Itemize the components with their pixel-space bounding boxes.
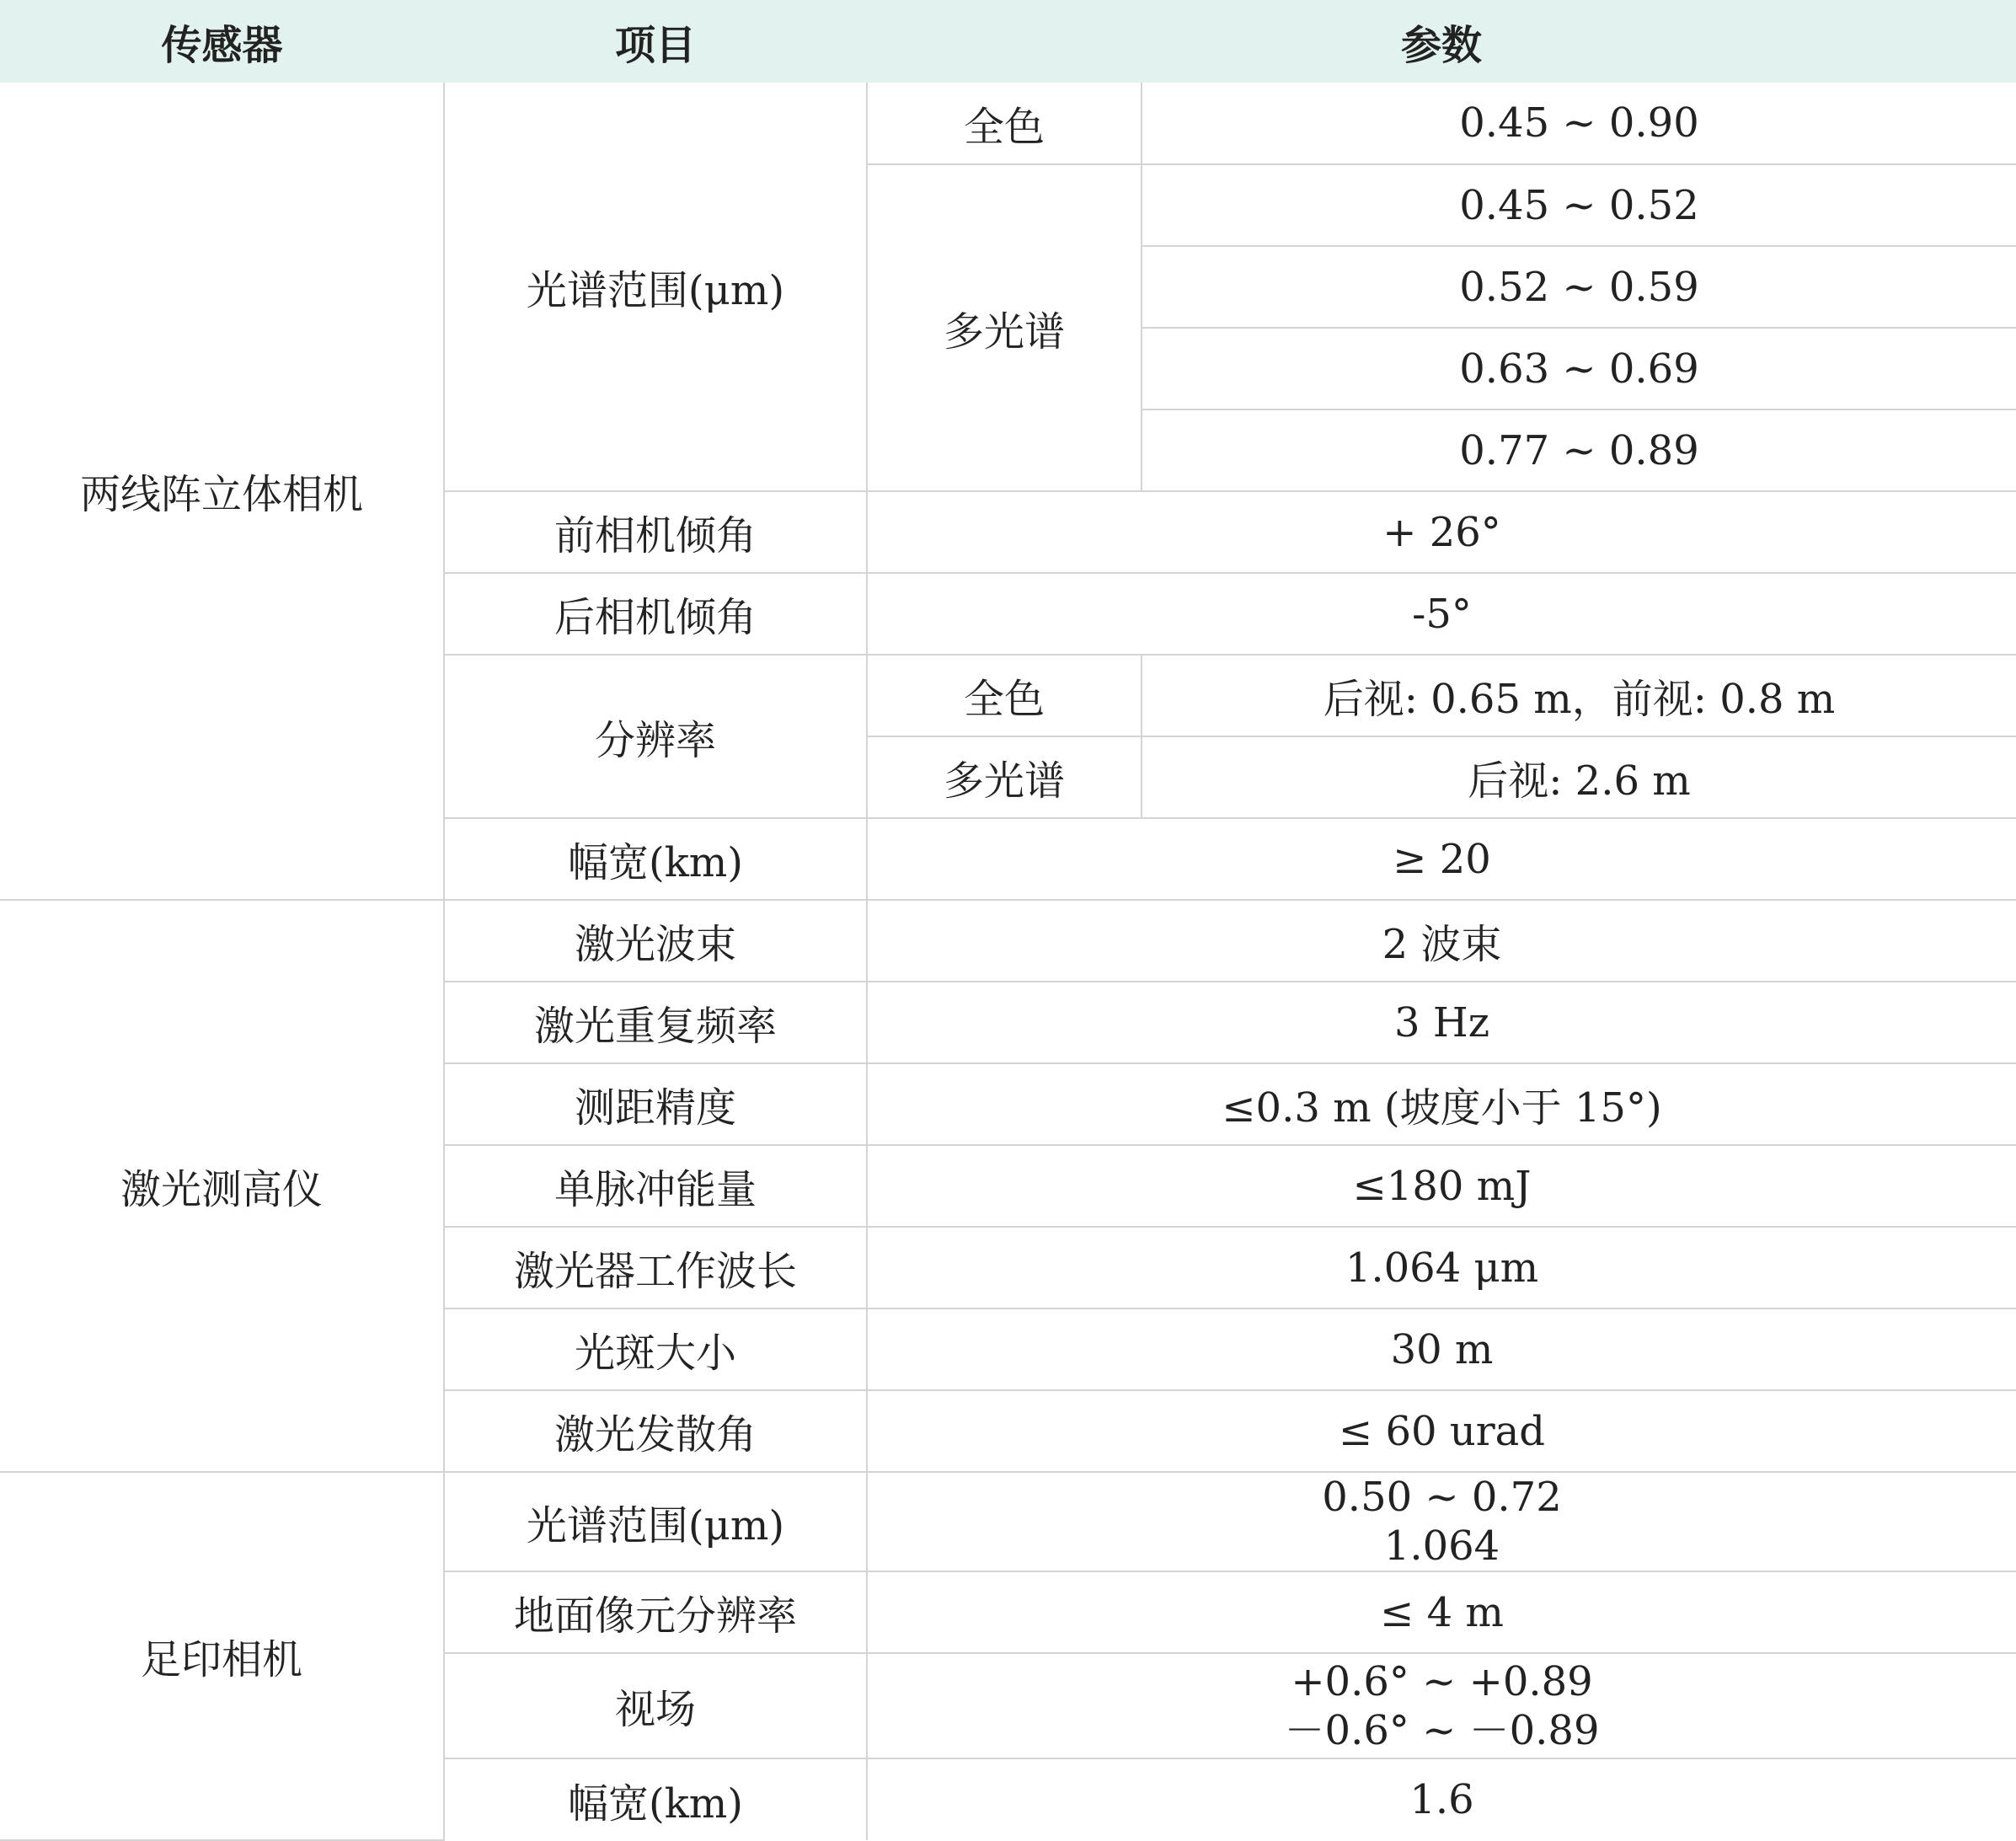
subitem-res-multispectral: 多光谱: [867, 736, 1142, 818]
value-pulse-energy: ≤180 mJ: [867, 1145, 2016, 1227]
value-line: 1.064: [1383, 1523, 1500, 1570]
header-sensor: 传感器: [0, 0, 444, 83]
value-footprint-spectral-range: [867, 1472, 2016, 1571]
table-row: [0, 83, 2016, 164]
value-pan-spectral: 0.45 ~ 0.90: [1142, 83, 2016, 164]
value-wavelength: 1.064 μm: [867, 1227, 2016, 1309]
item-spectral-range: 光谱范围(μm): [444, 83, 867, 491]
value-ms-band-1: 0.45 ~ 0.52: [1142, 164, 2016, 246]
item-footprint-spectral-range: 光谱范围(μm): [444, 1472, 867, 1571]
value-line: 0.50 ~ 0.72: [1322, 1474, 1562, 1521]
value-front-camera-tilt: + 26°: [867, 491, 2016, 573]
value-field-of-view: [867, 1653, 2016, 1758]
item-field-of-view: 视场: [444, 1653, 867, 1758]
subitem-multispectral: 多光谱: [867, 164, 1142, 491]
value-rear-camera-tilt: -5°: [867, 573, 2016, 655]
item-spot-size: 光斑大小: [444, 1309, 867, 1390]
value-laser-beam: 2 波束: [867, 900, 2016, 982]
value-ms-band-4: 0.77 ~ 0.89: [1142, 409, 2016, 491]
header-item: 项目: [444, 0, 867, 83]
header-parameter: 参数: [867, 0, 2016, 83]
item-wavelength: 激光器工作波长: [444, 1227, 867, 1309]
value-repetition-rate: 3 Hz: [867, 982, 2016, 1063]
sensor-stereo-camera: 两线阵立体相机: [0, 83, 444, 900]
value-line: +0.6° ~ +0.89: [1291, 1657, 1593, 1705]
sensor-footprint-camera: 足印相机: [0, 1472, 444, 1840]
subitem-panchromatic: 全色: [867, 83, 1142, 164]
item-pulse-energy: 单脉冲能量: [444, 1145, 867, 1227]
value-spot-size: 30 m: [867, 1309, 2016, 1390]
value-swath: ≥ 20: [867, 818, 2016, 900]
table-header-row: [0, 0, 2016, 83]
subitem-res-panchromatic: 全色: [867, 655, 1142, 736]
table-row: [0, 900, 2016, 982]
item-rear-camera-tilt: 后相机倾角: [444, 573, 867, 655]
item-ground-pixel-resolution: 地面像元分辨率: [444, 1571, 867, 1653]
value-res-panchromatic: 后视: 0.65 m，前视: 0.8 m: [1142, 655, 2016, 736]
value-ranging-accuracy: ≤0.3 m (坡度小于 15°): [867, 1063, 2016, 1145]
item-front-camera-tilt: 前相机倾角: [444, 491, 867, 573]
value-footprint-swath: 1.6: [867, 1758, 2016, 1840]
value-ms-band-2: 0.52 ~ 0.59: [1142, 246, 2016, 328]
value-divergence-angle: ≤ 60 urad: [867, 1390, 2016, 1472]
value-ms-band-3: 0.63 ~ 0.69: [1142, 328, 2016, 409]
item-repetition-rate: 激光重复频率: [444, 982, 867, 1063]
item-swath: 幅宽(km): [444, 818, 867, 900]
item-laser-beam: 激光波束: [444, 900, 867, 982]
item-divergence-angle: 激光发散角: [444, 1390, 867, 1472]
value-res-multispectral: 后视: 2.6 m: [1142, 736, 2016, 818]
sensor-laser-altimeter: 激光测高仪: [0, 900, 444, 1472]
item-ranging-accuracy: 测距精度: [444, 1063, 867, 1145]
item-footprint-swath: 幅宽(km): [444, 1758, 867, 1840]
item-resolution: 分辨率: [444, 655, 867, 818]
table-row: [0, 1472, 2016, 1571]
value-line: －0.6° ~ －0.89: [1284, 1706, 1600, 1754]
value-ground-pixel-resolution: ≤ 4 m: [867, 1571, 2016, 1653]
